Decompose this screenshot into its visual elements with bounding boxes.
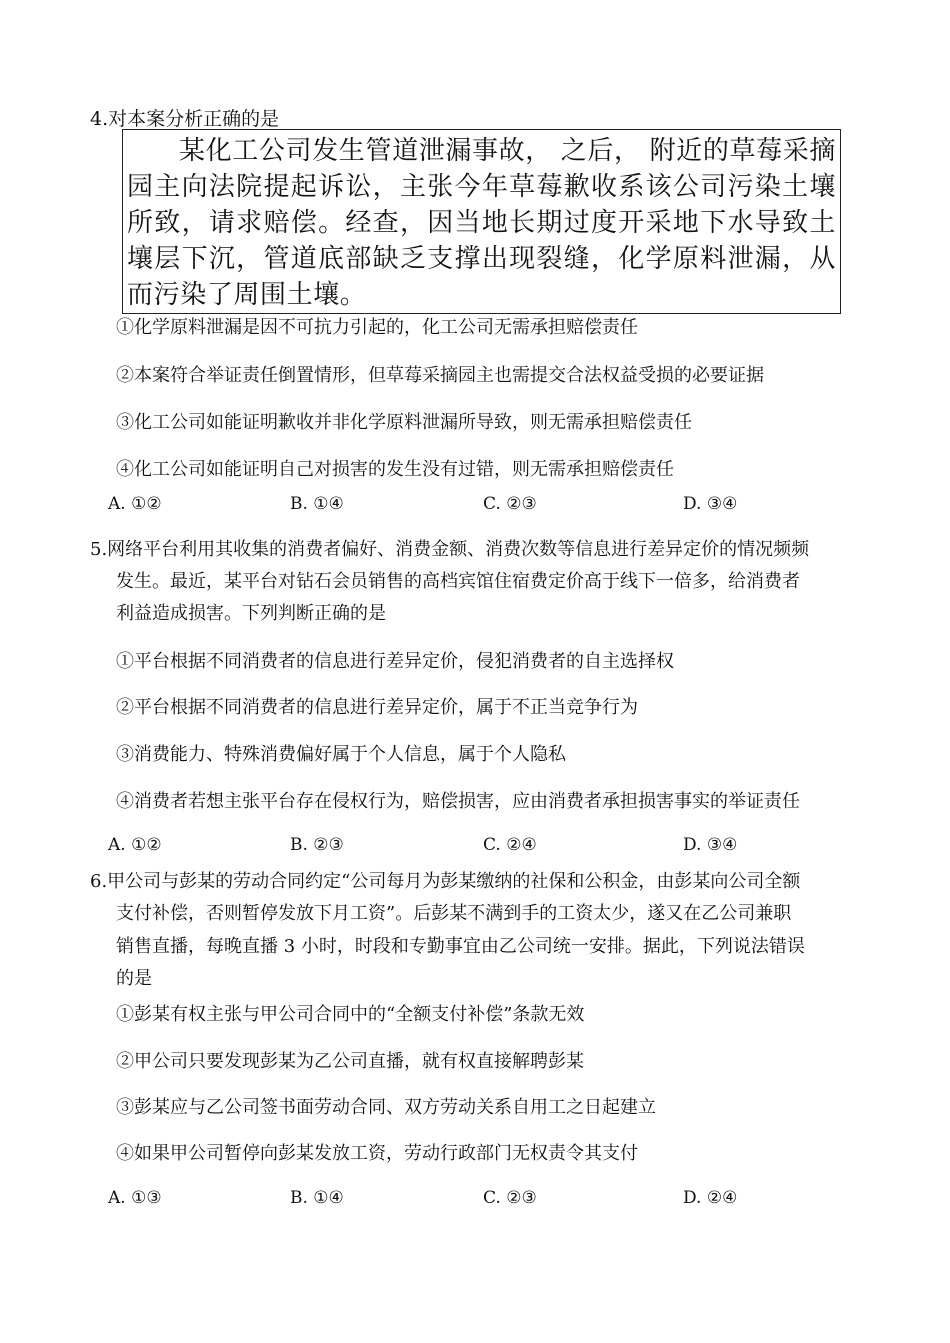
q5-choice-d: D. ③④ bbox=[683, 835, 738, 855]
q5-stem-line-2: 发生。最近，某平台对钻石会员销售的高档宾馆住宿费定价高于线下一倍多，给消费者 bbox=[116, 571, 800, 592]
q5-option-1: ①平台根据不同消费者的信息进行差异定价，侵犯消费者的自主选择权 bbox=[116, 651, 674, 672]
q6-choice-a: A. ①③ bbox=[108, 1188, 162, 1208]
q5-option-3: ③消费能力、特殊消费偏好属于个人信息，属于个人隐私 bbox=[116, 744, 566, 765]
q5-option-2: ②平台根据不同消费者的信息进行差异定价，属于不正当竞争行为 bbox=[116, 697, 638, 718]
q4-case-text: 某化工公司发生管道泄漏事故， 之后， 附近的草莓采摘园主向法院提起诉讼，主张今年草莓歉收系该公司污染土壤所致，请求赔偿。经查，因当地长期过度开采地下水导致土壤层下沉，管道底部缺乏支撑出现裂缝，化学原料泄漏，从而污染了周围土壤。 bbox=[127, 136, 836, 310]
q4-option-2: ②本案符合举证责任倒置情形，但草莓采摘园主也需提交合法权益受损的必要证据 bbox=[116, 365, 764, 386]
q4-option-4: ④化工公司如能证明自己对损害的发生没有过错，则无需承担赔偿责任 bbox=[116, 459, 674, 480]
q6-choice-c: C. ②③ bbox=[483, 1188, 537, 1208]
q4-choice-a: A. ①② bbox=[108, 494, 162, 514]
q4-choice-d: D. ③④ bbox=[683, 494, 738, 514]
q6-choice-b: B. ①④ bbox=[290, 1188, 344, 1208]
q6-option-4: ④如果甲公司暂停向彭某发放工资，劳动行政部门无权责令其支付 bbox=[116, 1143, 638, 1164]
q5-option-4: ④消费者若想主张平台存在侵权行为，赔偿损害，应由消费者承担损害事实的举证责任 bbox=[116, 791, 800, 812]
q5-choice-a: A. ①② bbox=[108, 835, 162, 855]
q5-stem-line-3: 利益造成损害。下列判断正确的是 bbox=[116, 603, 386, 624]
q6-stem-line-3: 销售直播，每晚直播 3 小时，时段和专勤事宜由乙公司统一安排。据此，下列说法错误 bbox=[116, 936, 805, 957]
q6-stem-line-1: 6.甲公司与彭某的劳动合同约定“公司每月为彭某缴纳的社保和公积金，由彭某向公司全额 bbox=[90, 871, 801, 892]
q5-stem-line-1: 5.网络平台利用其收集的消费者偏好、消费金额、消费次数等信息进行差异定价的情况频频 bbox=[90, 539, 810, 560]
q6-stem-line-4: 的是 bbox=[116, 968, 152, 989]
q6-choice-d: D. ②④ bbox=[683, 1188, 738, 1208]
q4-stem: 4.对本案分析正确的是 bbox=[90, 108, 280, 130]
q6-option-3: ③彭某应与乙公司签书面劳动合同、双方劳动关系自用工之日起建立 bbox=[116, 1097, 656, 1118]
q4-option-3: ③化工公司如能证明歉收并非化学原料泄漏所导致，则无需承担赔偿责任 bbox=[116, 412, 692, 433]
q4-option-1: ①化学原料泄漏是因不可抗力引起的，化工公司无需承担赔偿责任 bbox=[116, 317, 638, 338]
q5-choice-c: C. ②④ bbox=[483, 835, 537, 855]
q6-stem-line-2: 支付补偿，否则暂停发放下月工资”。后彭某不满到手的工资太少，遂又在乙公司兼职 bbox=[116, 903, 792, 924]
q5-choice-b: B. ②③ bbox=[290, 835, 344, 855]
q4-case-box bbox=[122, 129, 841, 314]
q6-option-1: ①彭某有权主张与甲公司合同中的“全额支付补偿”条款无效 bbox=[116, 1004, 585, 1025]
q6-option-2: ②甲公司只要发现彭某为乙公司直播，就有权直接解聘彭某 bbox=[116, 1051, 584, 1072]
q4-choice-c: C. ②③ bbox=[483, 494, 537, 514]
q4-choice-b: B. ①④ bbox=[290, 494, 344, 514]
